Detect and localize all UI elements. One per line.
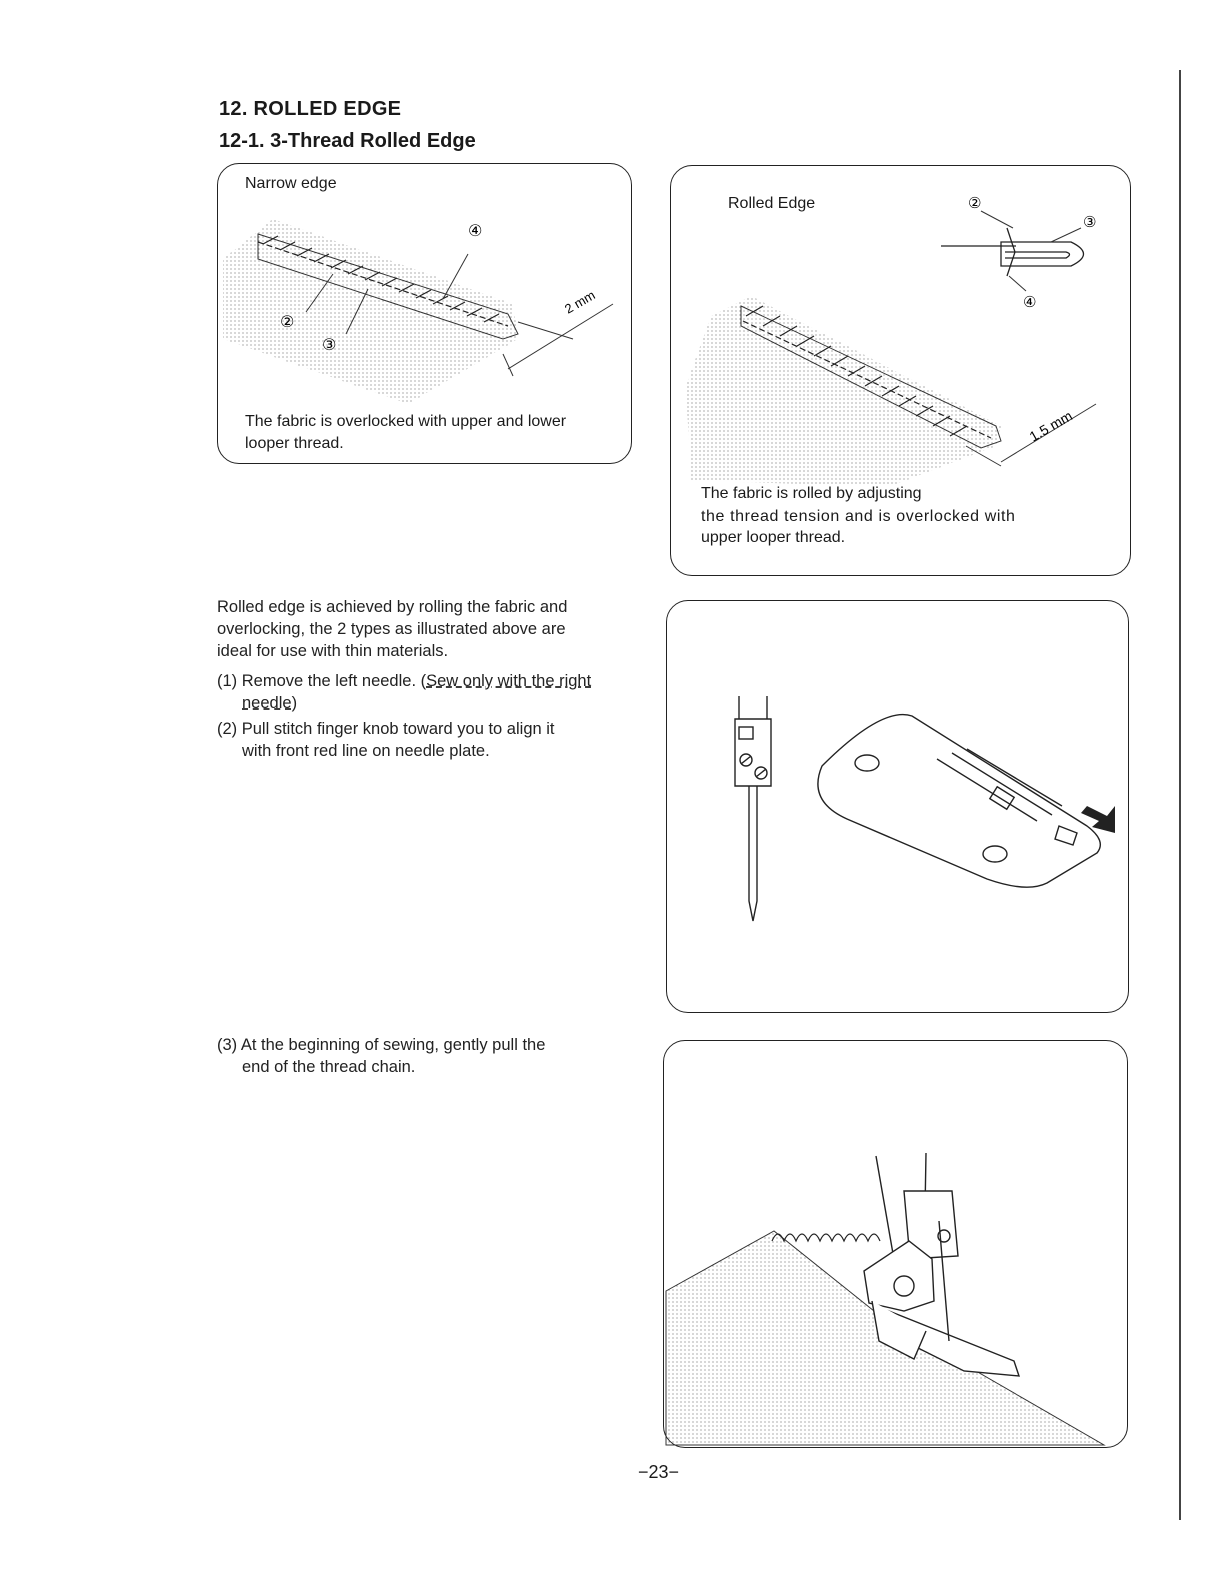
- step-2-line2: with front red line on needle plate.: [242, 742, 490, 760]
- edge-stitches: [772, 1234, 880, 1241]
- intro-line3: ideal for use with thin materials.: [217, 642, 449, 660]
- callout-3: ③: [1083, 214, 1097, 231]
- direction-arrow: [1081, 806, 1115, 833]
- step1-text-d: ): [291, 694, 298, 712]
- presser-foot: [864, 1153, 1019, 1376]
- fabric: [686, 296, 1001, 486]
- callout-2: ②: [280, 314, 295, 331]
- rolled-edge-caption-line3: upper looper thread.: [701, 529, 846, 546]
- narrow-edge-panel: [217, 163, 632, 464]
- section-subtitle: 12-1. 3-Thread Rolled Edge: [219, 130, 476, 152]
- step-2-line1: (2) Pull stitch finger knob toward you to align it: [217, 720, 555, 738]
- step-1-cont: [242, 692, 297, 714]
- presser-foot-illustration: [664, 1041, 1129, 1449]
- callout-2: ②: [968, 195, 982, 212]
- rolled-edge-label: Rolled Edge: [728, 195, 816, 212]
- page-number: −23−: [638, 1462, 680, 1482]
- needle-plate-illustration: [667, 601, 1130, 1014]
- presser-foot-panel: [663, 1040, 1128, 1448]
- rolled-edge-caption-line2: the thread tension and is overlocked with: [701, 508, 1016, 525]
- narrow-edge-caption-line1: The fabric is overlocked with upper and lower: [245, 413, 567, 430]
- step-3-line2: end of the thread chain.: [242, 1058, 416, 1076]
- cross-section-diagram: [941, 228, 1084, 276]
- step1-text-a: (1) Remove the left needle. (: [217, 672, 427, 690]
- dimension-label: 1.5 mm: [1026, 407, 1075, 445]
- callout-3: ③: [322, 337, 337, 354]
- step1-text-b: Sew only with the right: [426, 672, 592, 690]
- section-title: 12. ROLLED EDGE: [219, 98, 402, 120]
- intro-line2: overlocking, the 2 types as illustrated above are: [217, 620, 566, 638]
- narrow-edge-label: Narrow edge: [245, 175, 337, 192]
- step-3-line1: (3) At the beginning of sewing, gently pull the: [217, 1036, 546, 1054]
- callout-4: ④: [1023, 294, 1037, 311]
- narrow-edge-caption-line2: looper thread.: [245, 435, 344, 452]
- needle-clamp: [735, 696, 771, 921]
- fabric: [223, 219, 518, 404]
- needle-plate: [818, 715, 1100, 888]
- page-edge-rule: [1179, 70, 1181, 1520]
- step1-text-c: needle: [242, 694, 292, 712]
- intro-line1: Rolled edge is achieved by rolling the fabric and: [217, 598, 568, 616]
- rolled-edge-panel: [670, 165, 1131, 576]
- step-1: [217, 670, 591, 692]
- callout-4: ④: [468, 223, 483, 240]
- needle-plate-panel: [666, 600, 1129, 1013]
- rolled-edge-caption-line1: The fabric is rolled by adjusting: [701, 485, 922, 502]
- dimension-label: 2 mm: [562, 287, 598, 317]
